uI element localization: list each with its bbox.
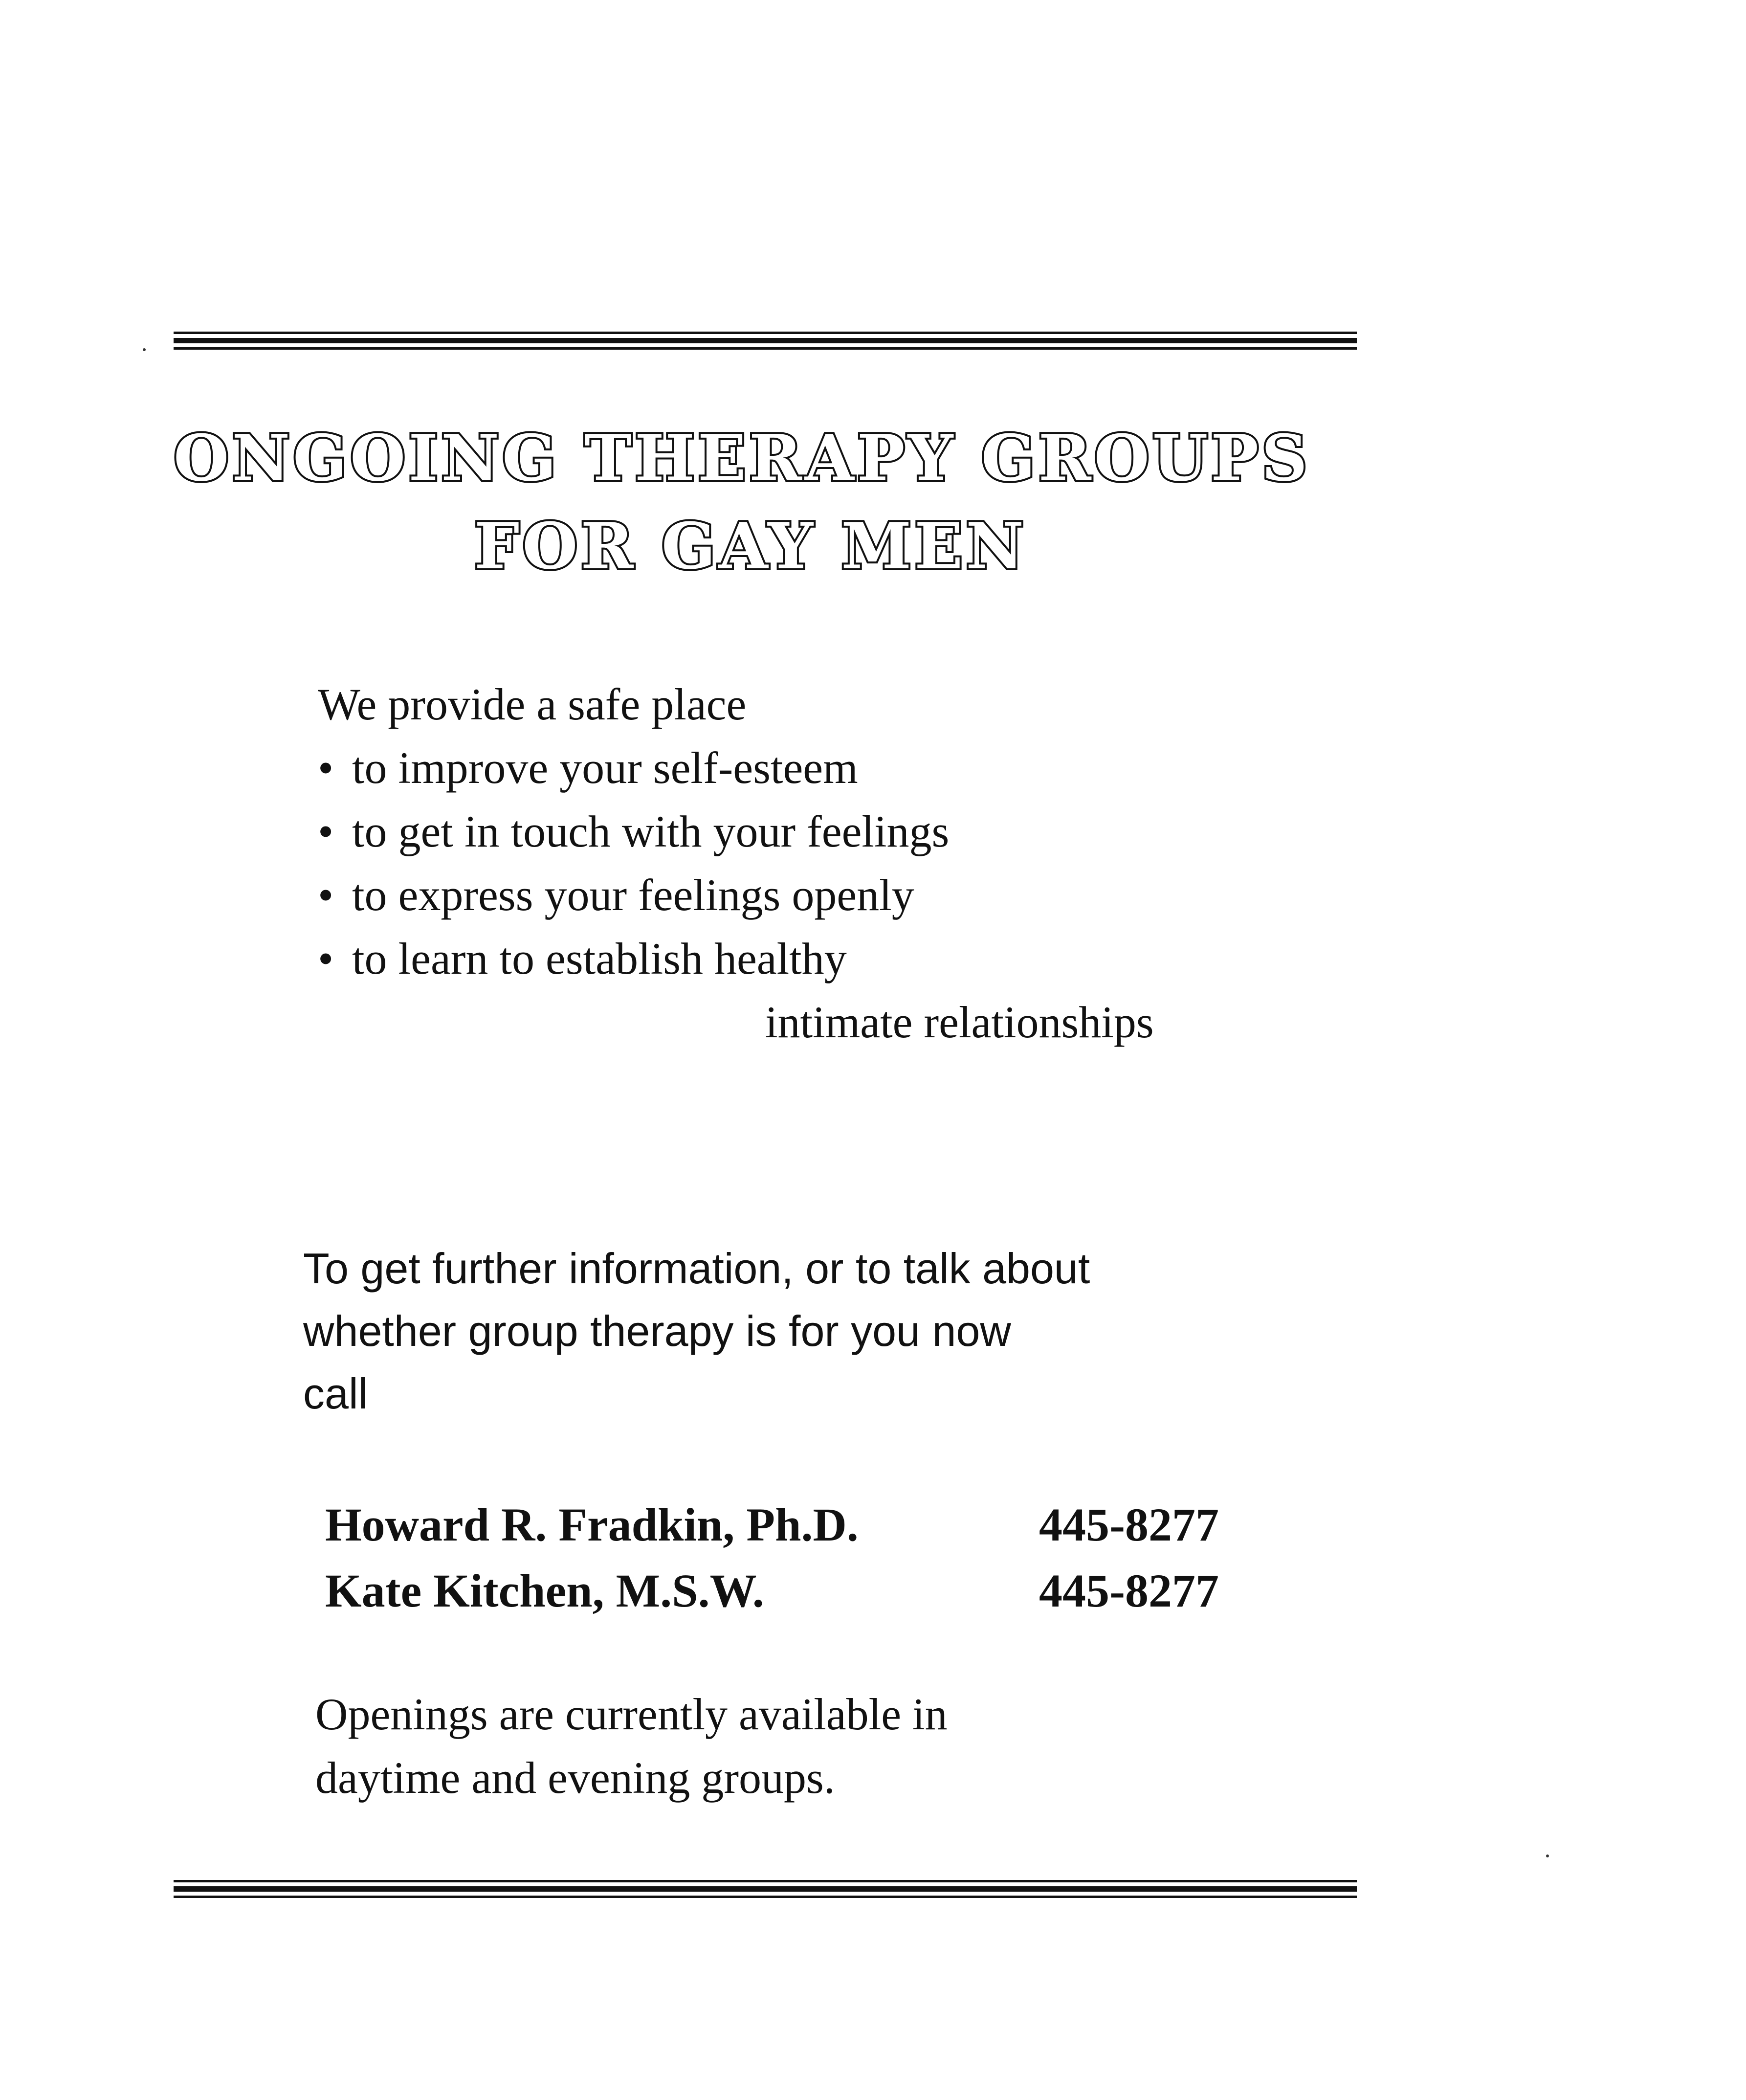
benefit-text: to express your feelings openly — [352, 870, 914, 920]
intro-text: We provide a safe place — [318, 679, 747, 729]
contact-phone: 445-8277 — [1039, 1498, 1219, 1551]
top-divider-rule — [174, 332, 1357, 352]
top-rule-line-2 — [174, 338, 1357, 343]
bottom-rule-line-3 — [174, 1896, 1357, 1898]
openings-line-2: daytime and evening groups. — [315, 1753, 835, 1803]
scan-speck — [1546, 1854, 1549, 1857]
info-line-1: To get further information, or to talk about — [303, 1244, 1090, 1293]
openings-line-1: Openings are currently available in — [315, 1689, 948, 1739]
headline-line-2: FOR GAY MEN — [474, 509, 1027, 583]
info-line-3: call — [303, 1369, 368, 1418]
scan-speck — [143, 348, 146, 351]
contact-name: Howard R. Fradkin, Ph.D. — [325, 1498, 859, 1551]
benefit-continuation: intimate relationships — [765, 997, 1154, 1047]
info-paragraph — [303, 1237, 1090, 1425]
benefit-item — [318, 800, 949, 863]
contact-phone: 445-8277 — [1039, 1564, 1219, 1617]
benefit-text: to improve your self-esteem — [352, 743, 858, 793]
bullet-icon: • — [318, 806, 334, 856]
bullet-icon: • — [318, 743, 334, 793]
benefit-item — [318, 927, 949, 990]
benefits-list — [318, 736, 949, 990]
bullet-icon: • — [318, 934, 334, 983]
headline-line-1: ONGOING THERAPY GROUPS — [174, 421, 1310, 495]
bottom-rule-line-2 — [174, 1886, 1357, 1892]
info-line-2: whether group therapy is for you now — [303, 1307, 1011, 1355]
top-rule-line-1 — [174, 332, 1357, 334]
contact-name: Kate Kitchen, M.S.W. — [325, 1564, 764, 1617]
top-rule-line-3 — [174, 347, 1357, 350]
openings-paragraph — [315, 1682, 948, 1810]
bullet-icon: • — [318, 870, 334, 920]
benefit-text: to get in touch with your feelings — [352, 806, 950, 856]
benefit-item — [318, 736, 949, 800]
bottom-rule-line-1 — [174, 1880, 1357, 1882]
bottom-divider-rule — [174, 1880, 1357, 1900]
benefit-text: to learn to establish healthy — [352, 934, 847, 983]
benefit-item — [318, 863, 949, 927]
